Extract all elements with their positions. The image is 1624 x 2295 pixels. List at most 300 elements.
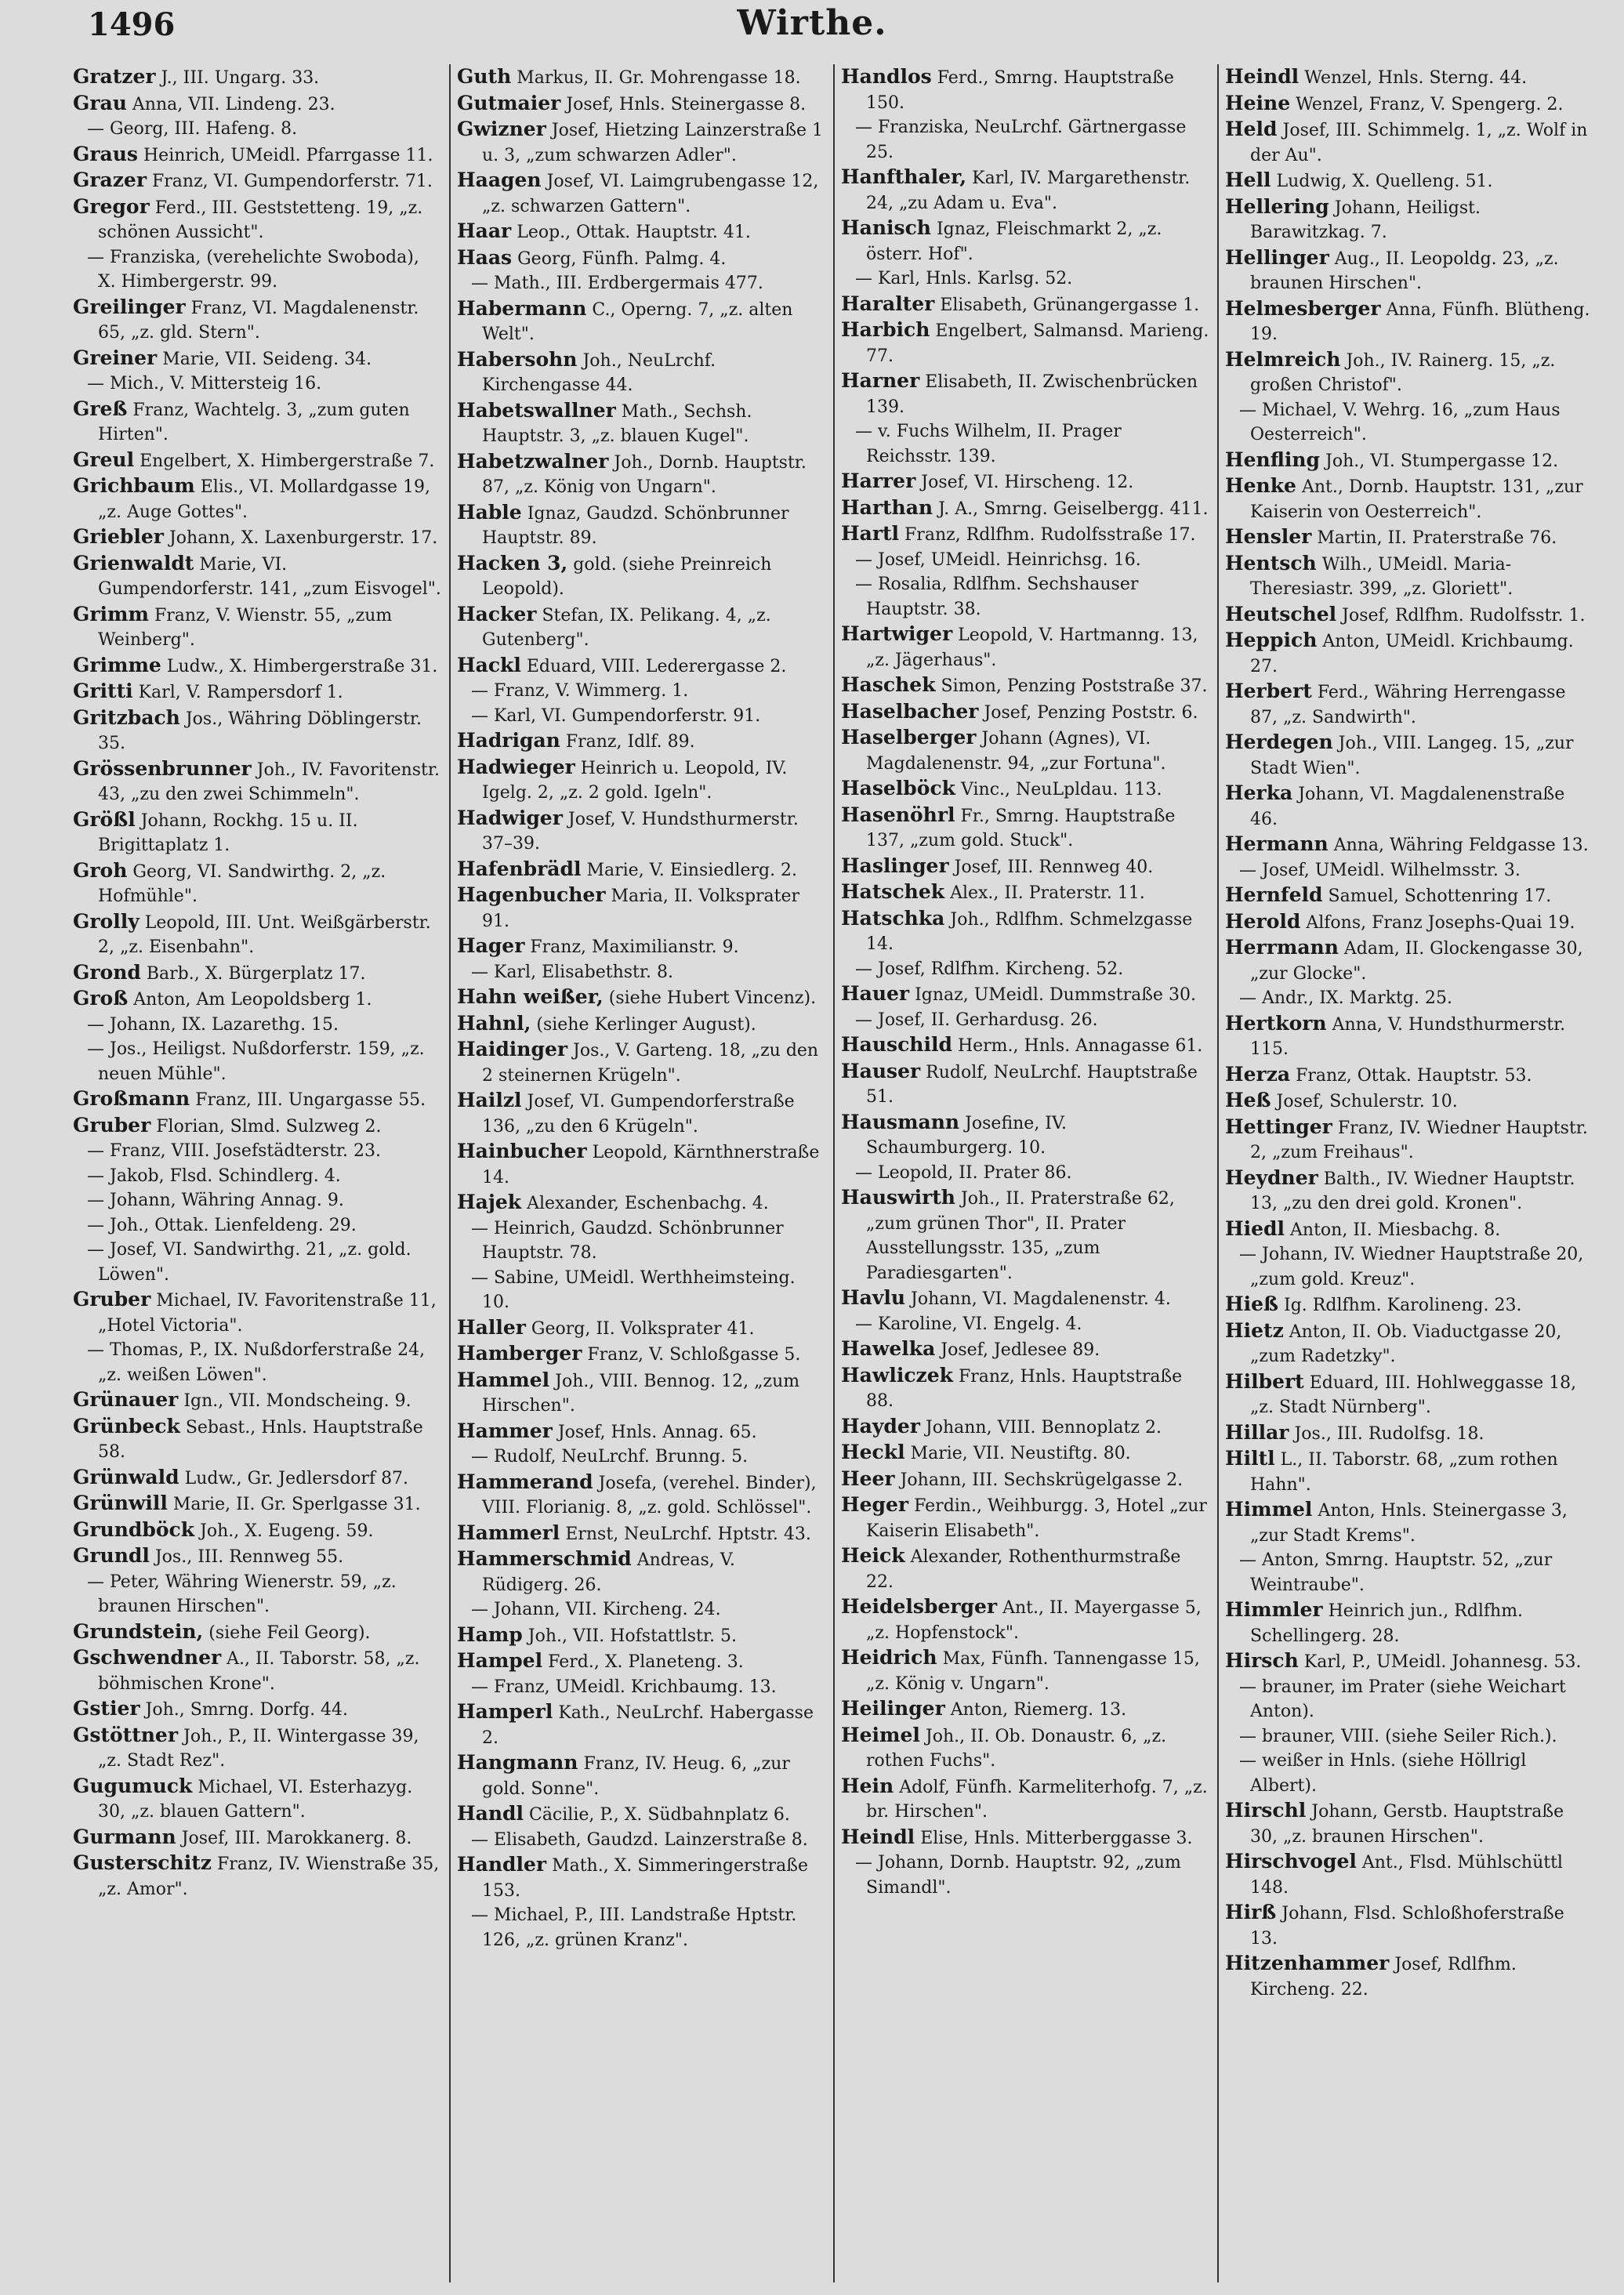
entry-details: — Michael, V. Wehrg. 16, „zum Haus Oesterreich". <box>1239 400 1561 444</box>
directory-entry <box>841 548 1209 573</box>
entry-name: Hahnl, <box>457 1011 531 1035</box>
directory-entry <box>1225 1900 1595 1951</box>
entry-details: Josef, VI. Gumpendorferstraße 136, „zu den 6 Krügeln". <box>482 1092 795 1137</box>
directory-entry <box>73 1164 441 1189</box>
directory-entry <box>1225 1597 1595 1648</box>
directory-entry <box>73 986 441 1013</box>
directory-entry <box>73 1570 441 1619</box>
entry-details: Josef, Hnls. Annag. 65. <box>557 1422 757 1442</box>
entry-details: — brauner, VIII. (siehe Seiler Rich.). <box>1239 1726 1557 1746</box>
entry-details: Josef, VI. Laimgrubengasse 12, „z. schwarzen Gattern". <box>482 172 819 216</box>
directory-entry <box>457 500 825 551</box>
directory-entry <box>73 1086 441 1113</box>
directory-entry <box>457 168 825 219</box>
entry-name: Hirschvogel <box>1225 1850 1357 1873</box>
entry-name: Held <box>1225 118 1278 140</box>
directory-entry <box>457 1828 825 1853</box>
entry-name: Haar <box>457 219 512 242</box>
entry-name: Hausmann <box>841 1110 960 1133</box>
entry-name: Haselberger <box>841 726 977 749</box>
entry-details: Wenzel, Hnls. Sterng. 44. <box>1304 68 1528 88</box>
entry-details: Anna, Fünfh. Blütheng. 19. <box>1250 299 1590 344</box>
entry-name: Haselbacher <box>841 699 979 723</box>
entry-details: — Josef, VI. Sandwirthg. 21, „z. gold. Löwen". <box>87 1240 411 1285</box>
entry-name: Heick <box>841 1544 905 1567</box>
directory-entry <box>457 1419 825 1445</box>
directory-entry <box>841 216 1209 266</box>
entry-details: Alexander, Rothenthurmstraße 22. <box>866 1547 1181 1592</box>
directory-entry <box>457 704 825 729</box>
directory-entry <box>457 1699 825 1750</box>
entry-details: Michael, VI. Esterhazyg. 30, „z. blauen Gattern". <box>98 1777 413 1822</box>
directory-entry <box>457 755 825 806</box>
directory-entry <box>73 1696 441 1723</box>
entry-details: Joh., VI. Stumpergasse 12. <box>1325 451 1559 471</box>
directory-entry <box>1225 347 1595 398</box>
directory-entry <box>73 602 441 653</box>
entry-details: Marie, VII. Seideng. 34. <box>162 349 372 369</box>
directory-entry <box>73 1465 441 1492</box>
directory-entry <box>841 1285 1209 1312</box>
directory-entry <box>1225 1749 1595 1798</box>
page-header <box>0 0 1624 55</box>
entry-details: Elis., VI. Mollardgasse 19, „z. Auge Gottes". <box>98 477 431 522</box>
directory-entry <box>1225 448 1595 474</box>
entry-name: Hensler <box>1225 525 1312 548</box>
directory-entry <box>73 705 441 756</box>
directory-entry <box>73 1387 441 1414</box>
entry-details: Vinc., NeuLpldau. 113. <box>961 780 1162 799</box>
entry-details: Franz, Idlf. 89. <box>565 732 695 752</box>
entry-name: Herold <box>1225 909 1301 933</box>
directory-entry <box>1225 1724 1595 1749</box>
entry-details: Josefine, IV. Schaumburgerg. 10. <box>866 1113 1068 1158</box>
directory-entry <box>457 1597 825 1622</box>
directory-entry <box>841 1492 1209 1543</box>
entry-details: — Franziska, NeuLrchf. Gärtnergasse 25. <box>855 118 1187 162</box>
directory-entry <box>73 372 441 397</box>
directory-entry <box>841 292 1209 318</box>
entry-details: Heinrich, UMeidl. Pfarrgasse 11. <box>143 145 433 165</box>
entry-name: Heidelsberger <box>841 1595 998 1618</box>
entry-details: Engelbert, X. Himbergerstraße 7. <box>140 451 435 471</box>
entry-name: Hackl <box>457 653 521 676</box>
directory-entry <box>1225 602 1595 629</box>
column-1 <box>67 64 451 2282</box>
entry-name: Herdegen <box>1225 731 1333 753</box>
directory-entry <box>841 1543 1209 1594</box>
entry-name: Heimel <box>841 1723 920 1746</box>
directory-entry <box>457 1675 825 1700</box>
entry-name: Gstier <box>73 1697 140 1720</box>
entry-name: Hasenöhrl <box>841 803 955 826</box>
entry-details: Ferd., Smrng. Hauptstraße 150. <box>866 68 1174 113</box>
entry-details: Ant., II. Mayergasse 5, „z. Hopfenstock". <box>866 1598 1202 1643</box>
entry-details: Franz, III. Ungargasse 55. <box>195 1090 426 1110</box>
entry-details: — Johann, VII. Kircheng. 24. <box>471 1600 721 1619</box>
entry-details: Josef, Schulerstr. 10. <box>1276 1092 1458 1111</box>
entry-name: Herbert <box>1225 680 1312 702</box>
directory-entry <box>1225 1446 1595 1497</box>
entry-details: — brauner, im Prater (siehe Weichart Anton). <box>1239 1677 1566 1721</box>
entry-details: Marie, VI. Gumpendorferstr. 141, „zum Eisvogel". <box>98 554 441 599</box>
entry-details: Ant., Flsd. Mühlschüttl 148. <box>1250 1853 1563 1898</box>
entry-name: Hanfthaler, <box>841 165 967 188</box>
directory-entry <box>841 1312 1209 1337</box>
entry-name: Grünwill <box>73 1492 168 1514</box>
entry-details: Georg, VI. Sandwirthg. 2, „z. Hofmühle". <box>98 861 386 906</box>
entry-details: L., II. Taborstr. 68, „zum rothen Hahn". <box>1250 1450 1558 1495</box>
entry-details: Franz, V. Schloßgasse 5. <box>587 1345 801 1365</box>
entry-details: Heinrich u. Leopold, IV. Igelg. 2, „z. 2 gold. Igeln". <box>482 758 788 803</box>
entry-name: Hauswirth <box>841 1186 955 1209</box>
entry-name: Henfling <box>1225 448 1321 471</box>
directory-entry <box>1225 1115 1595 1166</box>
entry-name: Grau <box>73 91 127 114</box>
directory-entry <box>73 448 441 474</box>
directory-entry <box>1225 398 1595 448</box>
entry-name: Grimme <box>73 653 161 676</box>
entry-details: — Johann, Währing Annag. 9. <box>87 1191 344 1210</box>
entry-name: Hammerschmid <box>457 1547 632 1570</box>
entry-name: Hellinger <box>1225 245 1329 269</box>
entry-name: Hauschild <box>841 1033 952 1056</box>
entry-details: — Thomas, P., IX. Nußdorferstraße 24, „z. weißen Löwen". <box>87 1340 426 1385</box>
directory-entry <box>841 673 1209 699</box>
entry-name: Hampel <box>457 1649 543 1672</box>
entry-details: Eduard, VIII. Lederergasse 2. <box>526 656 787 676</box>
directory-entry <box>841 368 1209 419</box>
entry-name: Hammer <box>457 1419 553 1442</box>
entry-name: Hahn weißer, <box>457 985 604 1008</box>
entry-details: Anna, VII. Lindeng. 23. <box>132 94 335 114</box>
entry-details: Johann, VIII. Bennoplatz 2. <box>925 1417 1162 1438</box>
directory-entry <box>1225 1497 1595 1548</box>
entry-name: Gschwendner <box>73 1646 222 1669</box>
entry-name: Handl <box>457 1802 524 1825</box>
directory-entry <box>841 1723 1209 1774</box>
directory-entry <box>1225 1849 1595 1900</box>
entry-details: Ludwig, X. Quelleng. 51. <box>1276 172 1493 191</box>
entry-name: Gurmann <box>73 1825 176 1848</box>
directory-entry <box>457 1521 825 1547</box>
entry-name: Großmann <box>73 1087 190 1110</box>
directory-entry <box>1225 64 1595 91</box>
entry-details: Anna, Währing Feldgasse 13. <box>1333 836 1589 855</box>
entry-details: — Josef, II. Gerhardusg. 26. <box>855 1010 1098 1030</box>
entry-details: Jos., Währing Döblingerstr. 35. <box>98 709 422 753</box>
entry-details: Heinrich jun., Rdlfhm. Schellingerg. 28. <box>1250 1601 1524 1646</box>
directory-entry <box>841 1594 1209 1645</box>
entry-details: Johann, Heiligst. Barawitzkag. 7. <box>1250 198 1481 242</box>
directory-entry <box>841 699 1209 726</box>
directory-entry <box>73 1338 441 1387</box>
directory-entry <box>457 219 825 245</box>
directory-entry <box>73 1825 441 1851</box>
entry-details: C., Operng. 7, „z. alten Welt". <box>482 299 793 344</box>
entry-details: Joh., VIII. Bennog. 12, „zum Hirschen". <box>482 1371 800 1416</box>
entry-details: Maria, II. Volksprater 91. <box>482 886 800 931</box>
entry-name: Hammerl <box>457 1521 560 1544</box>
entry-details: Rudolf, NeuLrchf. Hauptstraße 51. <box>866 1062 1198 1107</box>
directory-entry <box>457 1470 825 1521</box>
directory-entry <box>1225 1420 1595 1447</box>
entry-name: Himmel <box>1225 1498 1313 1521</box>
directory-entry <box>457 245 825 272</box>
directory-entry <box>73 194 441 245</box>
directory-entry <box>73 91 441 118</box>
entry-name: Helmesberger <box>1225 296 1381 320</box>
entry-name: Heutschel <box>1225 602 1337 625</box>
directory-entry <box>841 1363 1209 1414</box>
directory-entry <box>841 1032 1209 1059</box>
entry-name: Hawelka <box>841 1337 936 1360</box>
entry-details: — Franz, UMeidl. Krichbaumg. 13. <box>471 1677 777 1697</box>
entry-name: Hable <box>457 500 522 524</box>
entry-details: (siehe Hubert Vincenz). <box>608 988 817 1008</box>
column-3 <box>835 64 1219 2282</box>
entry-name: Hellering <box>1225 194 1329 218</box>
entry-details: — Johann, IX. Lazarethg. 15. <box>87 1014 339 1035</box>
directory-entry <box>73 1414 441 1465</box>
entry-details: — Michael, P., III. Landstraße Hptstr. 126, „z. grünen Kranz". <box>471 1905 797 1950</box>
entry-name: Hacken 3, <box>457 551 568 575</box>
entry-name: Hauser <box>841 1059 921 1082</box>
directory-entry <box>1225 296 1595 347</box>
entry-details: Stefan, IX. Pelikang. 4, „z. Gutenberg". <box>482 605 771 650</box>
entry-name: Hangmann <box>457 1751 578 1774</box>
directory-entry <box>73 473 441 524</box>
entry-details: Josef, III. Rennweg 40. <box>954 857 1154 877</box>
directory-entry <box>73 1188 441 1213</box>
entry-details: Herm., Hnls. Annagasse 61. <box>957 1036 1203 1056</box>
entry-name: Hieß <box>1225 1293 1279 1315</box>
directory-entry <box>841 1185 1209 1285</box>
directory-entry <box>73 807 441 858</box>
entry-name: Greilinger <box>73 295 186 318</box>
entry-name: Heindl <box>841 1825 915 1848</box>
directory-entry <box>1225 1675 1595 1724</box>
entry-name: Harbich <box>841 318 930 341</box>
entry-details: — Franz, VIII. Josefstädterstr. 23. <box>87 1141 382 1161</box>
directory-entry <box>841 1851 1209 1900</box>
entry-details: Marie, VII. Neustiftg. 80. <box>910 1444 1131 1463</box>
column-4 <box>1219 64 1603 2282</box>
entry-name: Hentsch <box>1225 551 1317 575</box>
entry-details: Ignaz, Fleischmarkt 2, „z. österr. Hof". <box>866 219 1162 264</box>
directory-entry <box>841 622 1209 673</box>
entry-details: — Rudolf, NeuLrchf. Brunng. 5. <box>471 1447 749 1467</box>
entry-name: Gruber <box>73 1113 151 1137</box>
directory-entry <box>73 1139 441 1164</box>
directory-entry <box>73 245 441 295</box>
directory-entry <box>73 1287 441 1338</box>
entry-details: Johann, Rockhg. 15 u. II. Brigittaplatz 1. <box>98 810 358 855</box>
directory-entry <box>841 469 1209 495</box>
entry-details: Karl, P., UMeidl. Johannesg. 53. <box>1303 1652 1582 1672</box>
entry-details: — Mich., V. Mittersteig 16. <box>87 374 322 393</box>
entry-details: Ferdin., Weihburgg. 3, Hotel „zur Kaiserin Elisabeth". <box>866 1496 1207 1541</box>
entry-details: Wilh., UMeidl. Maria-Theresiastr. 399, „z. Gloriett". <box>1250 554 1513 599</box>
entry-name: Grimm <box>73 602 149 625</box>
entry-details: Josef, Rdlfhm. Rudolfsstr. 1. <box>1342 605 1586 625</box>
entry-details: — Josef, UMeidl. Heinrichsg. 16. <box>855 549 1141 570</box>
entry-details: Aug., II. Leopoldg. 23, „z. braunen Hirschen". <box>1250 248 1559 293</box>
directory-entry <box>1225 858 1595 883</box>
entry-details: — Sabine, UMeidl. Werthheimsteing. 10. <box>471 1267 796 1312</box>
entry-details: Anton, Am Leopoldsberg 1. <box>133 990 372 1010</box>
entry-details: Ernst, NeuLrchf. Hptstr. 43. <box>565 1524 811 1544</box>
entry-name: Hirschl <box>1225 1799 1307 1822</box>
directory-entry <box>1225 117 1595 168</box>
entry-details: — Math., III. Erdbergermais 477. <box>471 274 763 293</box>
directory-entry <box>841 1825 1209 1851</box>
entry-details: — Rosalia, Rdlfhm. Sechshauser Hauptstr. 38. <box>855 575 1139 619</box>
entry-details: Franz, Ottak. Hauptstr. 53. <box>1296 1065 1532 1086</box>
entry-details: gold. (siehe Preinreich Leopold). <box>482 554 772 599</box>
directory-entry <box>73 909 441 960</box>
entry-details: Georg, II. Volksprater 41. <box>531 1318 755 1339</box>
directory-entry <box>457 449 825 500</box>
directory-entry <box>457 728 825 755</box>
entry-details: Michael, IV. Favoritenstraße 11, „Hotel Victoria". <box>98 1291 437 1336</box>
entry-name: Grazer <box>73 169 147 191</box>
directory-entry <box>1225 473 1595 524</box>
directory-entry <box>1225 1292 1595 1318</box>
entry-name: Hartl <box>841 522 900 545</box>
directory-entry <box>841 906 1209 957</box>
entry-name: Grolly <box>73 909 140 933</box>
entry-details: Joh., VIII. Langeg. 15, „zur Stadt Wien". <box>1250 734 1574 778</box>
directory-entry <box>841 572 1209 622</box>
entry-name: Größl <box>73 807 136 831</box>
entry-name: Hettinger <box>1225 1115 1332 1138</box>
entry-details: Franz, V. Wienstr. 55, „zum Weinberg". <box>98 605 393 650</box>
entry-name: Gugumuck <box>73 1774 193 1797</box>
entry-name: Heilinger <box>841 1697 945 1720</box>
directory-entry <box>457 1315 825 1342</box>
entry-name: Haidinger <box>457 1038 568 1060</box>
directory-entry <box>457 296 825 347</box>
directory-entry <box>457 1801 825 1828</box>
directory-entry <box>457 1088 825 1139</box>
entry-details: — Franziska, (verehelichte Swoboda), X. Himbergerstr. 99. <box>87 247 419 292</box>
entry-name: Greß <box>73 397 128 420</box>
entry-name: Haller <box>457 1315 526 1339</box>
entry-details: (siehe Feil Georg). <box>208 1622 371 1643</box>
directory-entry <box>1225 1369 1595 1420</box>
directory-entry <box>841 1161 1209 1186</box>
entry-details: Leopold, V. Hartmanng. 13, „z. Jägerhaus". <box>866 625 1198 670</box>
entry-details: Anton, II. Miesbachg. 8. <box>1290 1220 1501 1240</box>
entry-details: Kath., NeuLrchf. Habergasse 2. <box>482 1703 814 1748</box>
directory-entry <box>73 1851 441 1902</box>
directory-entry <box>1225 986 1595 1011</box>
directory-entry <box>73 1238 441 1287</box>
entry-name: Hajek <box>457 1191 522 1213</box>
directory-entry <box>841 981 1209 1008</box>
entry-name: Gritzbach <box>73 705 180 729</box>
entry-details: Ign., VII. Mondscheing. 9. <box>183 1391 411 1411</box>
entry-name: Grünauer <box>73 1388 179 1411</box>
entry-name: Hailzl <box>457 1089 522 1111</box>
directory-entry <box>1225 524 1595 551</box>
entry-details: — Josef, Rdlfhm. Kircheng. 52. <box>855 959 1124 979</box>
directory-entry <box>457 1341 825 1368</box>
entry-details: Josef, Hnls. Steinergasse 8. <box>566 94 807 114</box>
directory-entry <box>841 521 1209 548</box>
directory-entry <box>457 1216 825 1266</box>
entry-details: Marie, V. Einsiedlerg. 2. <box>586 860 798 880</box>
running-title: Wirthe. <box>737 3 887 43</box>
entry-details: Karl, V. Rampersdorf 1. <box>138 683 343 702</box>
directory-entry <box>73 1113 441 1140</box>
entry-name: Gritti <box>73 680 133 702</box>
entry-details: Max, Fünfh. Tannengasse 15, „z. König v. Ungarn". <box>866 1649 1200 1694</box>
entry-name: Herrmann <box>1225 936 1339 959</box>
directory-entry <box>457 857 825 883</box>
entry-details: Fr., Smrng. Hauptstraße 137, „zum gold. Stuck". <box>866 806 1176 850</box>
entry-name: Hamberger <box>457 1342 582 1365</box>
directory-entry <box>73 524 441 551</box>
entry-details: Eduard, III. Hohlweggasse 18, „z. Stadt Nürnberg". <box>1250 1372 1577 1417</box>
entry-name: Heidrich <box>841 1646 937 1669</box>
entry-name: Hadrigan <box>457 729 560 752</box>
directory-entry <box>841 1467 1209 1493</box>
entry-details: Ferd., III. Geststetteng. 19, „z. schönen Aussicht". <box>98 198 423 242</box>
entry-name: Hainbucher <box>457 1140 587 1162</box>
entry-name: Heydner <box>1225 1166 1318 1189</box>
entry-name: Habetswallner <box>457 398 616 422</box>
directory-entry <box>1225 1088 1595 1115</box>
entry-details: Franz, Maximilianstr. 9. <box>530 937 739 957</box>
entry-name: Heindl <box>1225 65 1300 88</box>
entry-name: Hillar <box>1225 1420 1289 1444</box>
entry-details: Andreas, V. Rüdigerg. 26. <box>482 1550 735 1595</box>
entry-name: Grössenbrunner <box>73 756 252 780</box>
directory-entry <box>73 1619 441 1646</box>
directory-entry <box>73 551 441 602</box>
entry-name: Helmreich <box>1225 347 1341 371</box>
directory-entry <box>457 653 825 680</box>
directory-entry <box>457 883 825 934</box>
directory-entry <box>457 1750 825 1801</box>
entry-name: Hamp <box>457 1622 523 1646</box>
directory-entry <box>73 1723 441 1774</box>
entry-details: — Karl, VI. Gumpendorferstr. 91. <box>471 705 761 726</box>
entry-name: Groß <box>73 987 129 1010</box>
entry-name: Heß <box>1225 1089 1271 1111</box>
entry-name: Gruber <box>73 1288 151 1311</box>
entry-name: Grundböck <box>73 1517 195 1541</box>
entry-details: Sebast., Hnls. Hauptstraße 58. <box>98 1417 423 1462</box>
entry-name: Gratzer <box>73 65 156 88</box>
directory-entry <box>457 1139 825 1190</box>
entry-details: Joh., Dornb. Hauptstr. 87, „z. König von Ungarn". <box>482 452 807 497</box>
entry-name: Hitzenhammer <box>1225 1952 1390 1974</box>
entry-details: — v. Fuchs Wilhelm, II. Prager Reichsstr. 139. <box>855 422 1122 466</box>
entry-details: Martin, II. Praterstraße 76. <box>1317 528 1557 548</box>
directory-entry <box>457 1622 825 1649</box>
entry-name: Haslinger <box>841 854 949 877</box>
entry-name: Hirß <box>1225 1901 1277 1923</box>
entry-name: Haselböck <box>841 777 955 799</box>
entry-details: Josef, Rdlfhm. Kircheng. 22. <box>1250 1955 1517 2000</box>
directory-entry <box>73 858 441 909</box>
directory-entry <box>457 117 825 168</box>
directory-entry <box>841 854 1209 880</box>
directory-entry <box>841 1696 1209 1723</box>
